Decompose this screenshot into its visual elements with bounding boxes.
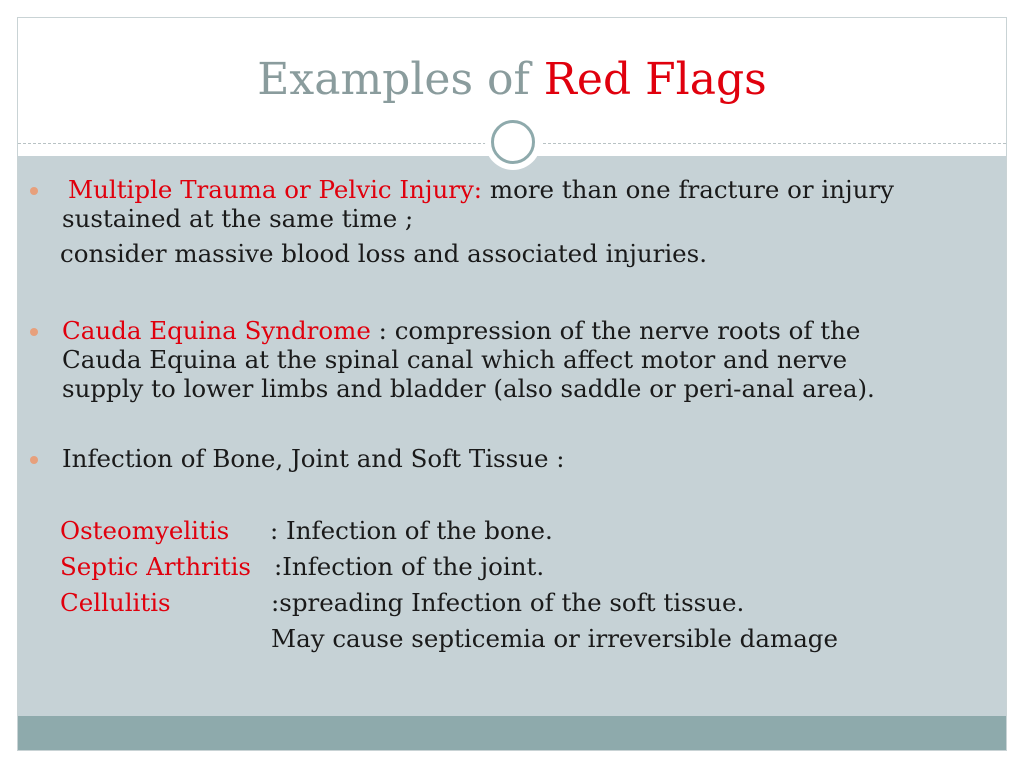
infection-desc: : Infection of the bone.: [270, 516, 553, 545]
bullet-2-text: : compression of the nerve roots of the: [370, 316, 861, 345]
infection-term: Cellulitis: [60, 588, 171, 617]
infection-term: Osteomyelitis: [60, 516, 230, 545]
infection-term: Septic Arthritis: [60, 552, 251, 581]
infection-note: May cause septicemia or irreversible damage: [271, 624, 838, 653]
bullet-2-line-2: Cauda Equina at the spinal canal which affect motor and nerve: [62, 345, 848, 374]
circle-ornament-icon: [485, 114, 541, 170]
infection-desc: :spreading Infection of the soft tissue.: [271, 588, 745, 617]
bullet-1-text: more than one fracture or injury: [482, 175, 894, 204]
slide-title: [18, 54, 1006, 106]
infection-desc: :Infection of the joint.: [274, 552, 545, 581]
bullet-1-term: Multiple Trauma or Pelvic Injury:: [68, 175, 483, 204]
title-prefix: Examples of: [257, 54, 544, 105]
bullet-2-term: Cauda Equina Syndrome: [62, 316, 371, 345]
footer-band: [18, 716, 1006, 750]
bullet-1-line-3: consider massive blood loss and associated injuries.: [60, 239, 708, 268]
bullet-3-line-1: Infection of Bone, Joint and Soft Tissue :: [62, 444, 565, 473]
bullet-dot-icon: [30, 328, 38, 336]
bullet-1-line-1: [68, 176, 894, 204]
bullet-dot-icon: [30, 187, 38, 195]
bullet-dot-icon: [30, 456, 38, 464]
bullet-1-line-2: sustained at the same time ;: [62, 204, 414, 233]
bullet-2-line-3: supply to lower limbs and bladder (also saddle or peri-anal area).: [62, 374, 875, 403]
bullet-2-line-1: [62, 317, 860, 345]
title-accent: Red Flags: [543, 54, 767, 105]
slide: [17, 17, 1007, 751]
